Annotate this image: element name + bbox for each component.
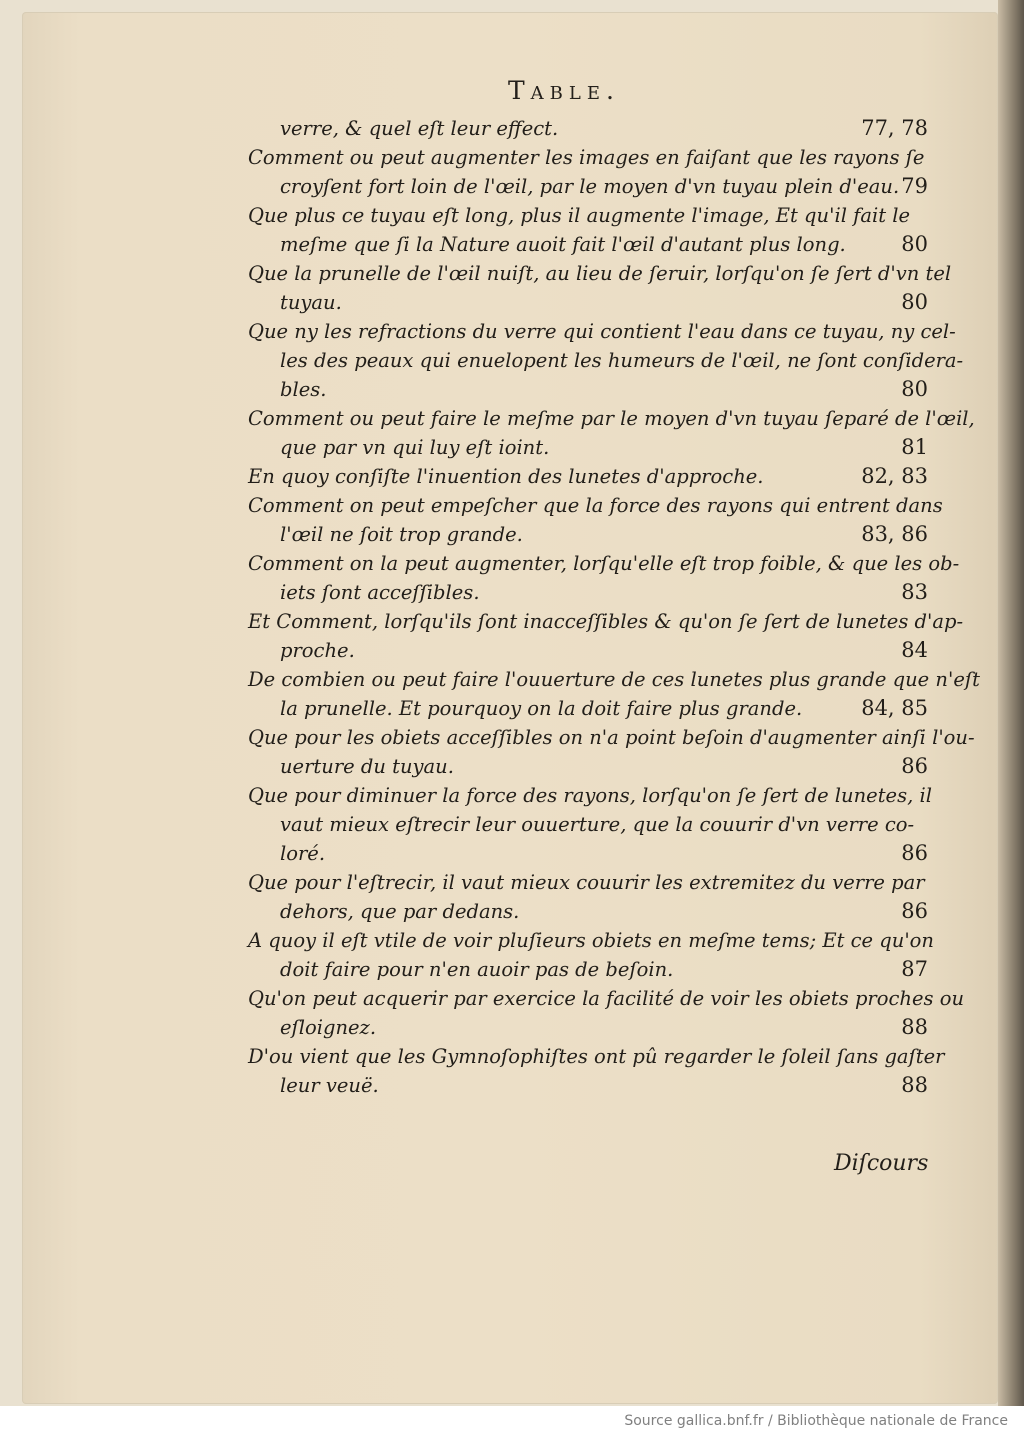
toc-entry-line: Comment ou peut augmenter les images en faiſant que les rayons ſe: [248, 146, 925, 169]
toc-entry-text: [248, 607, 964, 636]
toc-entry-line: meſme que ſi la Nature auoit fait l'œil d'autant plus long.: [280, 233, 846, 256]
toc-entry-text: [248, 984, 965, 1013]
toc-entry-continuation: [248, 520, 932, 549]
toc-entry: [248, 1042, 945, 1100]
toc-page-number: 79: [901, 174, 928, 198]
toc-entry: [248, 143, 932, 201]
toc-entry-continuation: [248, 636, 932, 665]
toc-page-number: 81: [901, 435, 928, 459]
running-head: Table.: [508, 76, 620, 105]
toc-entry-line: Et Comment, lorſqu'ils ſont inacceſſibles & qu'on ſe ſert de lunetes d'ap-: [248, 610, 964, 633]
toc-page-number: 88: [901, 1073, 928, 1097]
toc-page-number: 86: [901, 841, 928, 865]
toc-entry: [248, 926, 932, 984]
toc-entry-continuation: [248, 752, 932, 781]
toc-entry-continuation: [248, 1013, 932, 1042]
toc-entry-line: doit faire pour n'en auoir pas de beſoin.: [280, 958, 674, 981]
toc-entry: [248, 868, 932, 926]
toc-page-number: 86: [901, 899, 928, 923]
toc-page-number: 84: [901, 638, 928, 662]
toc-entry-line: proche.: [280, 639, 355, 662]
toc-entry-line: Que pour l'eſtrecir, il vaut mieux couurir les extremitez du verre par: [248, 871, 925, 894]
toc-entry-continuation: [248, 346, 964, 375]
toc-page-number: 82, 83: [861, 464, 928, 488]
toc-entry: [248, 404, 975, 462]
toc-entry-line: A quoy il eſt vtile de voir pluſieurs obiets en meſme tems; Et ce qu'on: [248, 929, 934, 952]
toc-entry-line: uerture du tuyau.: [280, 755, 454, 778]
toc-entry-continuation: [248, 172, 932, 201]
toc-page-number: 77, 78: [861, 116, 928, 140]
toc-entry-text: [248, 723, 975, 752]
toc-page-number: 80: [901, 377, 928, 401]
toc-entry-continuation: [248, 578, 932, 607]
toc-entry-continuation: [248, 897, 932, 926]
toc-entry-text: [248, 462, 932, 491]
toc-entry-continuation: [248, 433, 932, 462]
toc-entry: [248, 781, 932, 868]
toc-entry-text: [248, 404, 975, 433]
toc-entry-text: [248, 259, 952, 288]
toc-entry: [248, 462, 932, 491]
toc-entry-line: eſloignez.: [280, 1016, 377, 1039]
toc-entry-line: croyſent fort loin de l'œil, par le moyen d'vn tuyau plein d'eau.: [280, 175, 900, 198]
toc-entry-line: Comment ou peut faire le meſme par le moyen d'vn tuyau ſeparé de l'œil,: [248, 407, 975, 430]
toc-entry-line: Comment on la peut augmenter, lorſqu'elle eſt trop foible, & que les ob-: [248, 552, 960, 575]
toc-entry-text: [248, 201, 932, 230]
toc-entry-line: Que plus ce tuyau eſt long, plus il augmente l'image, Et qu'il fait le: [248, 204, 911, 227]
toc-entry-line: Que ny les refractions du verre qui contient l'eau dans ce tuyau, ny cel-: [248, 320, 956, 343]
toc-page-number: 80: [901, 232, 928, 256]
toc-entry: [248, 665, 980, 723]
toc-entry-text: [248, 868, 932, 897]
toc-entry-line: l'œil ne ſoit trop grande.: [280, 523, 523, 546]
source-credit: Source gallica.bnf.fr / Bibliothèque nationale de France: [624, 1413, 1008, 1429]
toc-entry-text: [248, 491, 943, 520]
toc-entry-continuation: [248, 694, 932, 723]
toc-entry-text: [248, 665, 980, 694]
toc-entry-text: [248, 114, 932, 143]
table-of-contents-entries: [248, 114, 980, 1100]
toc-entry-line: bles.: [280, 378, 327, 401]
toc-page-number: 86: [901, 754, 928, 778]
toc-entry-line: Qu'on peut acquerir par exercice la facilité de voir les obiets proches ou: [248, 987, 965, 1010]
toc-entry-line: Que pour diminuer la force des rayons, lorſqu'on ſe ſert de lunetes, il: [248, 784, 932, 807]
toc-entry-continuation: [248, 230, 932, 259]
toc-entry-continuation: [248, 955, 932, 984]
toc-entry-line: les des peaux qui enuelopent les humeurs de l'œil, ne ſont conſidera-: [280, 349, 964, 372]
toc-entry-continuation: [248, 1071, 932, 1100]
toc-entry: [248, 114, 932, 143]
toc-entry: [248, 607, 964, 665]
toc-entry: [248, 549, 960, 607]
toc-entry-continuation: [248, 288, 932, 317]
toc-page-number: 83: [901, 580, 928, 604]
toc-entry: [248, 201, 932, 259]
catchword: Diſcours: [834, 1151, 929, 1176]
toc-entry-line: Comment on peut empeſcher que la force des rayons qui entrent dans: [248, 494, 943, 517]
toc-entry: [248, 259, 952, 317]
toc-entry-line: D'ou vient que les Gymnoſophiſtes ont pû regarder le ſoleil ſans gaſter: [248, 1045, 945, 1068]
toc-page-number: 83, 86: [861, 522, 928, 546]
toc-entry-line: vaut mieux eſtrecir leur ouuerture, que la couurir d'vn verre co-: [280, 813, 915, 836]
toc-entry-line: En quoy conſiſte l'inuention des lunetes d'approche.: [248, 465, 764, 488]
toc-entry-line: leur veuë.: [280, 1074, 379, 1097]
toc-entry-continuation: [248, 375, 932, 404]
toc-entry-text: [248, 926, 932, 955]
toc-entry-line: que par vn qui luy eſt ioint.: [280, 436, 550, 459]
toc-entry-line: Que la prunelle de l'œil nuiſt, au lieu de ſeruir, lorſqu'on ſe ſert d'vn tel: [248, 262, 952, 285]
toc-entry-text: [248, 781, 932, 810]
toc-entry: [248, 723, 975, 781]
toc-page-number: 80: [901, 290, 928, 314]
toc-entry-text: [248, 1042, 945, 1071]
toc-entry-line: loré.: [280, 842, 326, 865]
toc-entry-text: [248, 143, 932, 172]
toc-entry-text: [248, 549, 960, 578]
toc-entry-line: verre, & quel eſt leur effect.: [280, 117, 559, 140]
toc-page-number: 87: [901, 957, 928, 981]
toc-entry-continuation: [248, 839, 932, 868]
toc-entry-line: Que pour les obiets acceſſibles on n'a point beſoin d'augmenter ainſi l'ou-: [248, 726, 975, 749]
toc-page-number: 88: [901, 1015, 928, 1039]
book-spine-edge: [998, 0, 1024, 1406]
toc-entry: [248, 491, 943, 549]
toc-entry: [248, 317, 964, 404]
toc-entry-line: la prunelle. Et pourquoy on la doit faire plus grande.: [280, 697, 803, 720]
toc-entry-line: tuyau.: [280, 291, 342, 314]
toc-entry-line: dehors, que par dedans.: [280, 900, 520, 923]
toc-entry: [248, 984, 965, 1042]
toc-entry-line: iets ſont acceſſibles.: [280, 581, 480, 604]
toc-page-number: 84, 85: [861, 696, 928, 720]
toc-entry-continuation: [248, 810, 932, 839]
toc-entry-line: De combien ou peut faire l'ouuerture de ces lunetes plus grande que n'eſt: [248, 668, 980, 691]
toc-entry-text: [248, 317, 956, 346]
footer-bar: [0, 1406, 1024, 1437]
